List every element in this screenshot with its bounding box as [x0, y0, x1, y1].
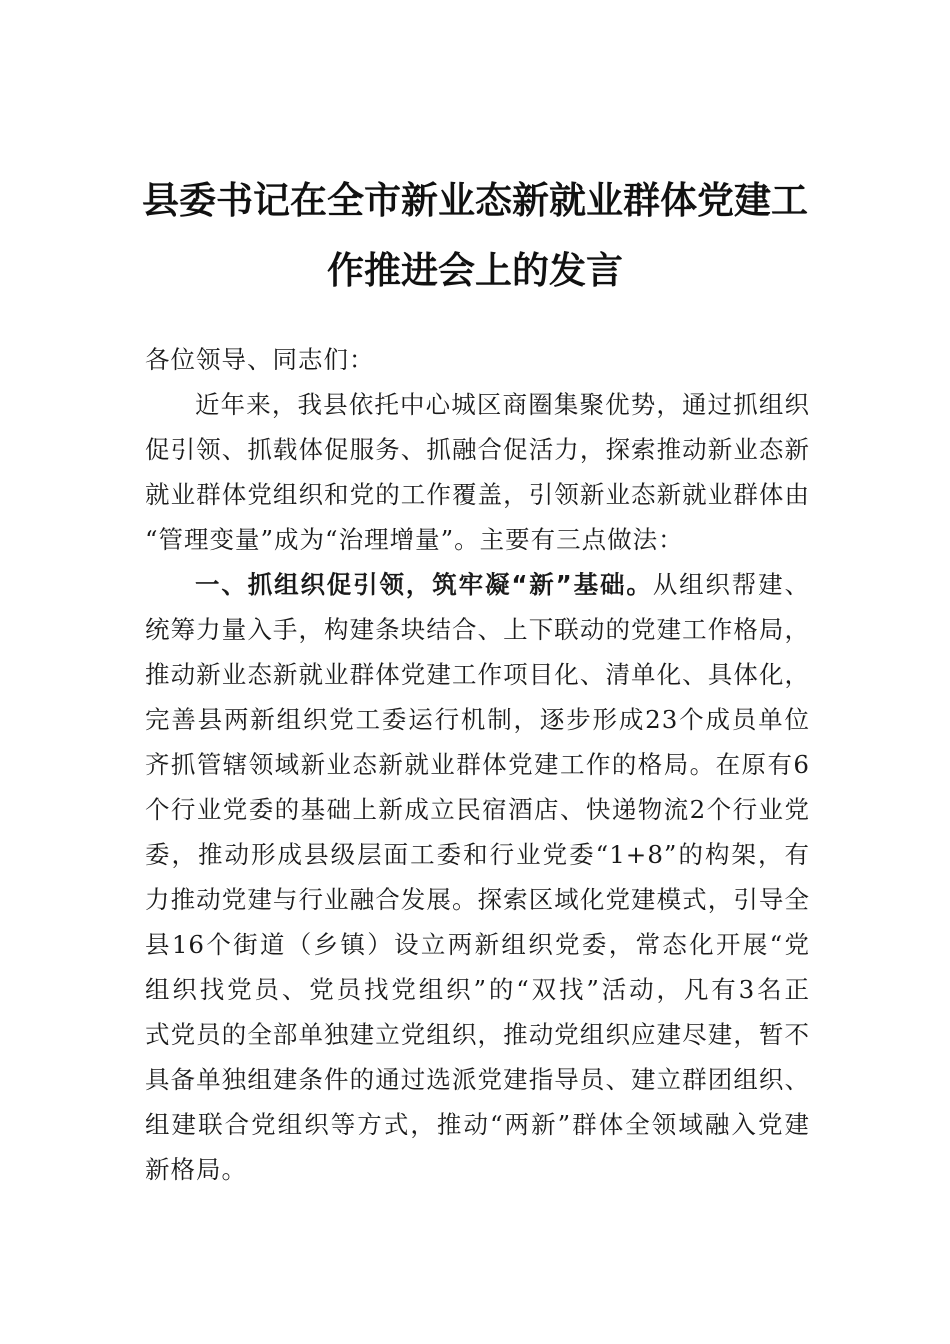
intro-paragraph [145, 382, 810, 562]
section-1-line: 力推动党建与行业融合发展。探索区域化党建模式，引导全 [145, 885, 810, 914]
section-1-heading: 一、抓组织促引领，筑牢凝“新”基础。 [195, 570, 653, 599]
section-1-paragraph [145, 562, 810, 1192]
intro-line-2: 促引领、抓载体促服务、抓融合促活力，探索推动新业态新 [145, 435, 810, 464]
section-1-first-line-rest: 从组织帮建、 [652, 570, 811, 599]
section-1-line: 委，推动形成县级层面工委和行业党委“1+8”的构架，有 [145, 840, 810, 869]
section-1-line: 完善县两新组织党工委运行机制，逐步形成23个成员单位 [145, 705, 810, 734]
section-1-line: 新格局。 [145, 1155, 247, 1184]
intro-line-3: 就业群体党组织和党的工作覆盖，引领新业态新就业群体由 [145, 480, 810, 509]
section-1-line: 推动新业态新就业群体党建工作项目化、清单化、具体化， [145, 660, 810, 689]
section-1-line: 齐抓管辖领域新业态新就业群体党建工作的格局。在原有6 [145, 750, 810, 779]
section-1-line: 式党员的全部单独建立党组织，推动党组织应建尽建，暂不 [145, 1020, 810, 1049]
section-1-line: 具备单独组建条件的通过选派党建指导员、建立群团组织、 [145, 1065, 810, 1094]
section-1-line: 统筹力量入手，构建条块结合、上下联动的党建工作格局， [145, 615, 810, 644]
section-1-first-line [145, 562, 810, 607]
title-line-2: 作推进会上的发言 [327, 248, 623, 292]
section-1-line: 组织找党员、党员找党组织”的“双找”活动，凡有3名正 [145, 975, 810, 1004]
section-1-line: 组建联合党组织等方式，推动“两新”群体全领域融入党建 [145, 1110, 810, 1139]
intro-line-1: 近年来，我县依托中心城区商圈集聚优势，通过抓组织 [195, 390, 810, 419]
salutation: 各位领导、同志们： [145, 345, 375, 374]
section-1-line: 个行业党委的基础上新成立民宿酒店、快递物流2个行业党 [145, 795, 810, 824]
title-line-1: 县委书记在全市新业态新就业群体党建工 [142, 178, 808, 222]
document-body [145, 337, 810, 1192]
document-title [140, 165, 810, 305]
intro-line-4: “管理变量”成为“治理增量”。主要有三点做法： [145, 525, 684, 554]
section-1-line: 县16个街道（乡镇）设立两新组织党委，常态化开展“党 [145, 930, 810, 959]
